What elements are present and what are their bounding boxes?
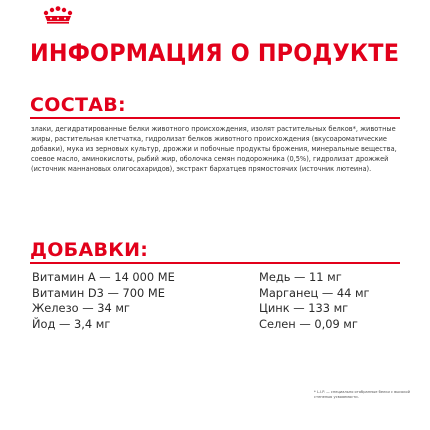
composition-text: злаки, дегидратированные белки животного происхождения, изолят растительных белков*, животные жиры, растительная клетчатка, гидролизат белков животного происхождения (вкусоароматические добавки), мука из зерновых культур, дрожжи и побочные продукты брожения, минеральные вещества, соевое масло, аминокислоты, рыбий жир, оболочка семян подорожника (0,5%), гидролизат дрожжей (источник маннановых олигосахаридов), экстракт бархатцев прямостоячих (источник лютеина). <box>31 125 397 173</box>
composition-heading: СОСТАВ: <box>30 94 126 116</box>
additives-heading: ДОБАВКИ: <box>30 239 149 261</box>
additives-divider <box>30 262 400 264</box>
additive-vitamin-d3: Витамин D3 — 700 МЕ <box>32 285 165 300</box>
additive-copper: Медь — 11 мг <box>259 270 342 284</box>
crown-icon <box>42 6 74 24</box>
additive-selenium: Селен — 0,09 мг <box>259 316 358 331</box>
composition-divider <box>30 117 400 119</box>
additive-vitamin-a: Витамин А — 14 000 МЕ <box>32 270 175 284</box>
additives-list <box>32 270 402 332</box>
page-title: ИНФОРМАЦИЯ О ПРОДУКТЕ <box>30 39 400 67</box>
additive-iodine: Йод — 3,4 мг <box>32 316 111 331</box>
additive-iron: Железо — 34 мг <box>32 301 130 315</box>
additive-zinc: Цинк — 133 мг <box>259 301 349 315</box>
footnote: * L.I.P. — специально отобранные белки с высокой степенью усвояемости. <box>314 390 410 399</box>
additive-manganese: Марганец — 44 мг <box>259 285 370 300</box>
